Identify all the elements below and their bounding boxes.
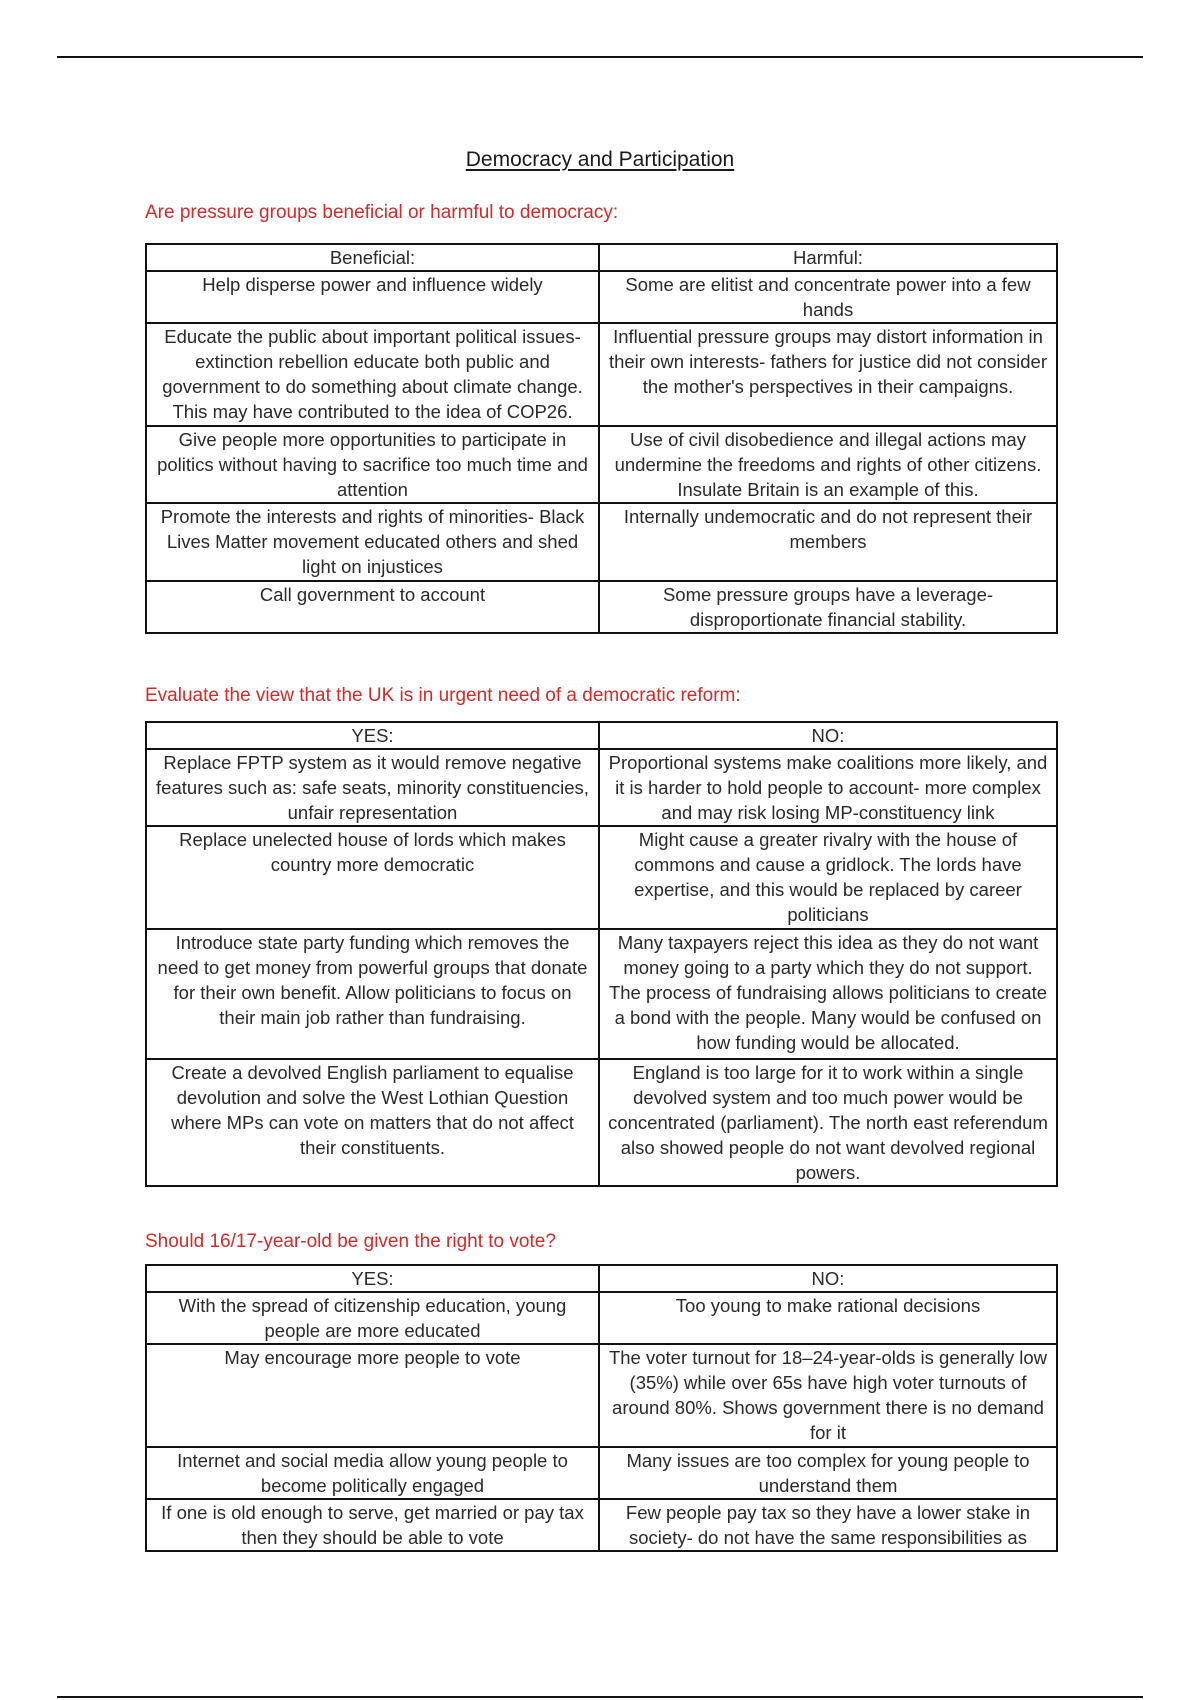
table-header-row bbox=[146, 244, 1057, 271]
table-row bbox=[146, 1344, 1057, 1447]
table-cell: Call government to account bbox=[146, 581, 599, 633]
column-header-no: NO: bbox=[599, 722, 1057, 749]
section-heading-pressure-groups: Are pressure groups beneficial or harmful to democracy: bbox=[145, 202, 619, 223]
table-header-row bbox=[146, 1265, 1057, 1292]
table-header-row bbox=[146, 722, 1057, 749]
table-cell: Many issues are too complex for young people to understand them bbox=[599, 1447, 1057, 1499]
table-cell: Some are elitist and concentrate power into a few hands bbox=[599, 271, 1057, 323]
column-header-yes: YES: bbox=[146, 1265, 599, 1292]
table-cell: With the spread of citizenship education, young people are more educated bbox=[146, 1292, 599, 1344]
table-row bbox=[146, 1292, 1057, 1344]
table-row bbox=[146, 1059, 1057, 1186]
table-row bbox=[146, 503, 1057, 581]
table-cell: May encourage more people to vote bbox=[146, 1344, 599, 1447]
table-cell: The voter turnout for 18–24-year-olds is generally low (35%) while over 65s have high voter turnouts of around 80%. Shows government there is no demand for it bbox=[599, 1344, 1057, 1447]
table-cell: Influential pressure groups may distort information in their own interests- fathers for justice did not consider the mother's perspectives in their campaigns. bbox=[599, 323, 1057, 426]
table-row bbox=[146, 1499, 1057, 1551]
header-rule bbox=[57, 56, 1143, 58]
table-cell: Too young to make rational decisions bbox=[599, 1292, 1057, 1344]
column-header-yes: YES: bbox=[146, 722, 599, 749]
table-cell: If one is old enough to serve, get married or pay tax then they should be able to vote bbox=[146, 1499, 599, 1551]
footer-rule bbox=[57, 1696, 1143, 1698]
section-heading-democratic-reform: Evaluate the view that the UK is in urgent need of a democratic reform: bbox=[145, 685, 741, 706]
table-row bbox=[146, 929, 1057, 1059]
column-header-harmful: Harmful: bbox=[599, 244, 1057, 271]
table-row bbox=[146, 271, 1057, 323]
table-cell: Create a devolved English parliament to equalise devolution and solve the West Lothian Question where MPs can vote on matters that do not affect their constituents. bbox=[146, 1059, 599, 1186]
table-cell: England is too large for it to work within a single devolved system and too much power would be concentrated (parliament). The north east referendum also showed people do not want devolved regional powers. bbox=[599, 1059, 1057, 1186]
table-cell: Many taxpayers reject this idea as they do not want money going to a party which they do not support. The process of fundraising allows politicians to create a bond with the people. Many would be confused on how funding would be allocated. bbox=[599, 929, 1057, 1059]
voting-age-table bbox=[145, 1264, 1058, 1552]
document-title: Democracy and Participation bbox=[465, 148, 735, 171]
table-cell: Use of civil disobedience and illegal actions may undermine the freedoms and rights of other citizens. Insulate Britain is an example of this. bbox=[599, 426, 1057, 503]
table-row bbox=[146, 323, 1057, 426]
table-row bbox=[146, 581, 1057, 633]
table-cell: Help disperse power and influence widely bbox=[146, 271, 599, 323]
table-cell: Replace FPTP system as it would remove negative features such as: safe seats, minority constituencies, unfair representation bbox=[146, 749, 599, 826]
table-cell: Few people pay tax so they have a lower stake in society- do not have the same responsibilities as bbox=[599, 1499, 1057, 1551]
democratic-reform-table bbox=[145, 721, 1058, 1187]
table-cell: Give people more opportunities to participate in politics without having to sacrifice too much time and attention bbox=[146, 426, 599, 503]
table-row bbox=[146, 426, 1057, 503]
pressure-groups-table bbox=[145, 243, 1058, 634]
table-cell: Might cause a greater rivalry with the house of commons and cause a gridlock. The lords have expertise, and this would be replaced by career politicians bbox=[599, 826, 1057, 929]
table-row bbox=[146, 826, 1057, 929]
table-cell: Replace unelected house of lords which makes country more democratic bbox=[146, 826, 599, 929]
table-cell: Educate the public about important political issues- extinction rebellion educate both public and government to do something about climate change. This may have contributed to the idea of COP26. bbox=[146, 323, 599, 426]
table-cell: Introduce state party funding which removes the need to get money from powerful groups that donate for their own benefit. Allow politicians to focus on their main job rather than fundraising. bbox=[146, 929, 599, 1059]
section-heading-voting-age: Should 16/17-year-old be given the right to vote? bbox=[145, 1231, 556, 1252]
table-row bbox=[146, 1447, 1057, 1499]
column-header-no: NO: bbox=[599, 1265, 1057, 1292]
table-cell: Proportional systems make coalitions more likely, and it is harder to hold people to account- more complex and may risk losing MP-constituency link bbox=[599, 749, 1057, 826]
table-cell: Some pressure groups have a leverage- disproportionate financial stability. bbox=[599, 581, 1057, 633]
table-row bbox=[146, 749, 1057, 826]
table-cell: Promote the interests and rights of minorities- Black Lives Matter movement educated others and shed light on injustices bbox=[146, 503, 599, 581]
table-cell: Internally undemocratic and do not represent their members bbox=[599, 503, 1057, 581]
column-header-beneficial: Beneficial: bbox=[146, 244, 599, 271]
table-cell: Internet and social media allow young people to become politically engaged bbox=[146, 1447, 599, 1499]
